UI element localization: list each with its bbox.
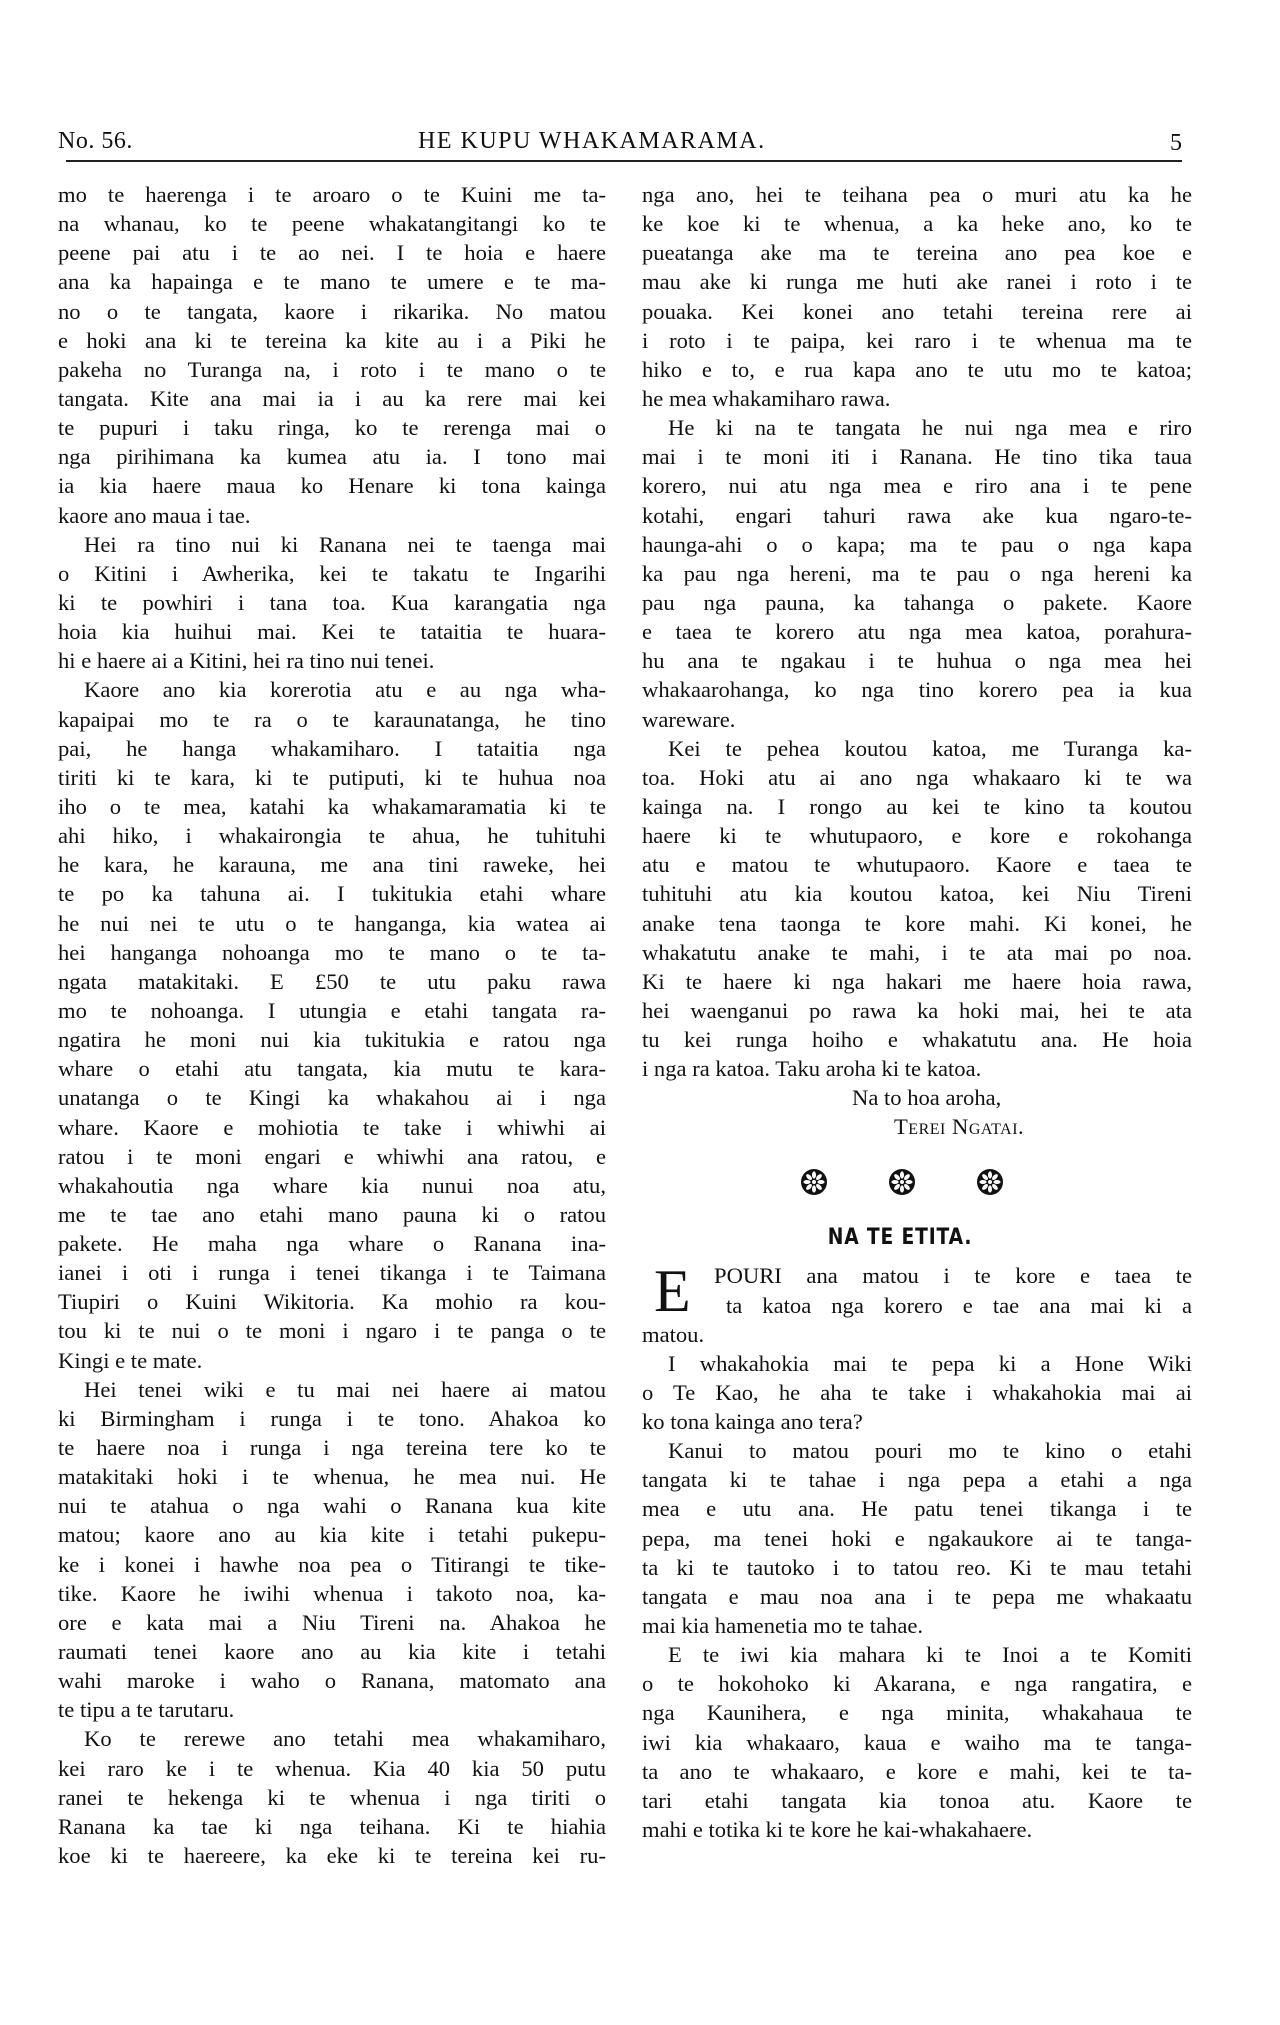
text-line: nga Kaunihera, e nga minita, whakahaua te bbox=[642, 1700, 1192, 1726]
text-line: tu kei runga hoiho e whakatutu ana. He hoia bbox=[642, 1027, 1192, 1053]
text-line: e hoki ana ki te tereina ka kite au i a Piki he bbox=[58, 327, 606, 353]
text-line: he mea whakamiharo rawa. bbox=[642, 385, 891, 411]
editorial-body bbox=[642, 1320, 1192, 1845]
text-line: haunga-ahi o o kapa; ma te pau o nga kapa bbox=[642, 531, 1192, 557]
text-line: ahi hiko, i whakairongia te ahua, he tuhituhi bbox=[58, 823, 606, 849]
text-line: korero, nui atu nga mea e riro ana i te pene bbox=[642, 473, 1192, 499]
text-line: tangata. Kite ana mai ia i au ka rere mai kei bbox=[58, 385, 606, 411]
text-line: iwi kia whakaaro, kaua e waiho ma te tanga- bbox=[642, 1729, 1192, 1755]
text-line: ranei te hekenga ki te whenua i nga tiriti o bbox=[58, 1784, 606, 1810]
running-header bbox=[58, 128, 1182, 164]
flower-ornament-icon bbox=[887, 1167, 917, 1197]
letter-author: Terei Ngatai. bbox=[894, 1114, 1025, 1140]
text-line: mai i te moni iti i Ranana. He tino tika taua bbox=[642, 444, 1192, 470]
text-line: i nga ra katoa. Taku aroha ki te katoa. bbox=[642, 1056, 982, 1082]
text-line: Kanui to matou pouri mo te kino o etahi bbox=[668, 1438, 1192, 1464]
text-line: o Kitini i Awherika, kei te takatu te Ingarihi bbox=[58, 560, 606, 586]
text-line: nui te atahua o nga wahi o Ranana kua kite bbox=[58, 1493, 606, 1519]
text-line: Tiupiri o Kuini Wikitoria. Ka mohio ra kou- bbox=[58, 1289, 606, 1315]
text-line: me te tae ano etahi mano pauna ki o ratou bbox=[58, 1201, 606, 1227]
text-line: i roto i te paipa, kei raro i te whenua ma te bbox=[642, 327, 1192, 353]
text-line: hei waenganui po rawa ka hoki mai, hei te ata bbox=[642, 997, 1192, 1023]
text-line: wareware. bbox=[642, 706, 736, 732]
text-line: tiriti ki te kara, ki te putiputi, ki te huhua noa bbox=[58, 764, 606, 790]
text-line: whakaarohanga, ko nga tino korero pea ia kua bbox=[642, 677, 1192, 703]
text-line: tike. Kaore he iwihi whenua i takoto noa, ka- bbox=[58, 1580, 606, 1606]
text-line: Ranana ka tae ki nga teihana. Ki te hiahia bbox=[58, 1813, 606, 1839]
drop-cap: E bbox=[654, 1258, 691, 1325]
text-line: hiko e to, e rua kapa ano te utu mo te katoa; bbox=[642, 356, 1192, 382]
page-number: 5 bbox=[1170, 130, 1182, 156]
flower-ornament-icon bbox=[975, 1167, 1005, 1197]
text-line: ki te powhiri i tana toa. Kua karangatia nga bbox=[58, 589, 606, 615]
text-line: ngatira he moni nui kia tukitukia e ratou nga bbox=[58, 1027, 606, 1053]
text-line: matou; kaore ano au kia kite i tetahi pukepu- bbox=[58, 1522, 606, 1548]
text-line: ta katoa nga korero e tae ana mai ki a bbox=[726, 1292, 1192, 1318]
text-line: kei raro ke i te whenua. Kia 40 kia 50 putu bbox=[58, 1755, 606, 1781]
text-line: hi e haere ai a Kitini, hei ra tino nui tenei. bbox=[58, 648, 435, 674]
text-line: ore e kata mai a Niu Tireni na. Ahakoa he bbox=[58, 1609, 606, 1635]
text-line: tari etahi tangata kia tonoa atu. Kaore te bbox=[642, 1787, 1192, 1813]
text-line: tuhituhi atu kia koutou katoa, kei Niu Tireni bbox=[642, 881, 1192, 907]
text-line: koe ki te haereere, ka eke ki te tereina kei ru- bbox=[58, 1843, 606, 1869]
text-line: whakahoutia nga whare kia nunui noa atu, bbox=[58, 1172, 606, 1198]
text-line: He ki na te tangata he nui nga mea e riro bbox=[668, 415, 1192, 441]
text-line: ke koe ki te whenua, a ka heke ano, ko te bbox=[642, 211, 1192, 237]
text-line: o te hokohoko ki Akarana, e nga rangatira, e bbox=[642, 1671, 1192, 1697]
text-line: wahi maroke i waho o Ranana, matomato ana bbox=[58, 1668, 606, 1694]
text-line: kaore ano maua i tae. bbox=[58, 502, 251, 528]
text-line: Hei tenei wiki e tu mai nei haere ai matou bbox=[84, 1376, 606, 1402]
text-line: Kingi e te mate. bbox=[58, 1347, 203, 1373]
text-line: tangata ki te tahae i nga pepa a etahi a nga bbox=[642, 1467, 1192, 1493]
text-line: ke i konei i hawhe noa pea o Titirangi te tike- bbox=[58, 1551, 606, 1577]
text-line: tangata e mau noa ana i te pepa me whakaatu bbox=[642, 1583, 1192, 1609]
text-line: te tipu a te tarutaru. bbox=[58, 1697, 235, 1723]
text-line: mahi e totika ki te kore he kai-whakahaere. bbox=[642, 1817, 1033, 1843]
letter-closing: Na to hoa aroha, bbox=[852, 1085, 1002, 1111]
text-line: o Te Kao, he aha te take i whakahokia mai ai bbox=[642, 1379, 1192, 1405]
right-column bbox=[642, 180, 1192, 1844]
text-line: ko tona kainga ano tera? bbox=[642, 1409, 863, 1435]
text-line: mai kia hamenetia mo te tahae. bbox=[642, 1613, 924, 1639]
text-line: whakatutu anake te mahi, i te ata mai po noa. bbox=[642, 939, 1192, 965]
text-line: ia kia haere maua ko Henare ki tona kainga bbox=[58, 473, 606, 499]
text-line: raumati tenei kaore ano au kia kite i tetahi bbox=[58, 1639, 606, 1665]
text-line: whare o etahi atu tangata, kia mutu te kara- bbox=[58, 1056, 606, 1082]
text-line: POURI ana matou i te kore e taea te bbox=[714, 1263, 1192, 1289]
text-line: he nui nei te utu o te hanganga, kia watea ai bbox=[58, 910, 606, 936]
text-line: toa. Hoki atu ai ano nga whakaaro ki te wa bbox=[642, 764, 1192, 790]
text-line: pakeha no Turanga na, i roto i te mano o te bbox=[58, 356, 606, 382]
text-line: pouaka. Kei konei ano tetahi tereina rere ai bbox=[642, 298, 1192, 324]
editorial-opening bbox=[642, 1258, 1192, 1325]
text-line: ratou i te moni engari e whiwhi ana ratou, e bbox=[58, 1143, 606, 1169]
text-line: iho o te mea, katahi ka whakamaramatia ki te bbox=[58, 793, 606, 819]
text-line: nga pirihimana ka kumea atu ia. I tono mai bbox=[58, 444, 606, 470]
text-line: haere ki te whutupaoro, e kore e rokohanga bbox=[642, 823, 1192, 849]
text-line: hu ana te ngakau i te huhua o nga mea hei bbox=[642, 648, 1192, 674]
text-line: pueatanga ake ma te tereina ano pea koe e bbox=[642, 240, 1192, 266]
text-line: I whakahokia mai te pepa ki a Hone Wiki bbox=[668, 1350, 1192, 1376]
text-line: ki Birmingham i runga i te tono. Ahakoa ko bbox=[58, 1405, 606, 1431]
text-line: atu e matou te whutupaoro. Kaore e taea te bbox=[642, 852, 1192, 878]
text-line: te po ka tahuna ai. I tukitukia etahi whare bbox=[58, 881, 606, 907]
text-line: nga ano, hei te teihana pea o muri atu ka he bbox=[642, 182, 1192, 207]
text-line: pau nga pauna, ka tahanga o pakete. Kaore bbox=[642, 589, 1192, 615]
letter-continuation bbox=[642, 180, 1192, 1083]
header-rule bbox=[66, 160, 1182, 162]
text-line: matou. bbox=[642, 1321, 705, 1347]
text-line: whare. Kaore e mohiotia te take i whiwhi ai bbox=[58, 1114, 606, 1140]
text-line: E te iwi kia mahara ki te Inoi a te Komiti bbox=[668, 1642, 1192, 1668]
text-line: e taea te korero atu nga mea katoa, porahura- bbox=[642, 619, 1192, 645]
text-line: mau ake ki runga me huti ake ranei i roto i te bbox=[642, 269, 1192, 295]
text-line: ka pau nga hereni, ma te pau o nga hereni ka bbox=[642, 560, 1192, 586]
text-line: te pupuri i taku ringa, ko te rerenga mai o bbox=[58, 415, 606, 441]
text-line: ngata matakitaki. E £50 te utu paku rawa bbox=[58, 968, 606, 994]
text-line: anake tena taonga te kore mahi. Ki konei, he bbox=[642, 910, 1192, 936]
text-line: mea e utu ana. He patu tenei tikanga i te bbox=[642, 1496, 1192, 1522]
text-line: Kaore ano kia korerotia atu e au nga wha- bbox=[84, 677, 606, 703]
text-line: kotahi, engari tahuri rawa ake kua ngaro-te- bbox=[642, 502, 1192, 528]
text-line: pakete. He maha nga whare o Ranana ina- bbox=[58, 1231, 606, 1257]
section-heading: NA TE ETITA. bbox=[827, 1225, 973, 1251]
text-line: ta ano te whakaaro, e kore e mahi, kei te ta- bbox=[642, 1758, 1192, 1784]
text-line: Hei ra tino nui ki Ranana nei te taenga mai bbox=[84, 531, 606, 557]
text-line: he kara, he karauna, me ana tini raweke, hei bbox=[58, 852, 606, 878]
ornament-divider bbox=[642, 1149, 1192, 1215]
text-line: tou ki te nui o te moni i ngaro i te panga o te bbox=[58, 1318, 606, 1344]
text-line: Ki te haere ki nga hakari me haere hoia rawa, bbox=[642, 968, 1192, 994]
text-line: na whanau, ko te peene whakatangitangi ko te bbox=[58, 211, 606, 237]
text-line: unatanga o te Kingi ka whakahou ai i nga bbox=[58, 1085, 606, 1111]
text-line: Ko te rerewe ano tetahi mea whakamiharo, bbox=[84, 1726, 606, 1752]
text-line: pepa, ma tenei hoki e ngakaukore ai te tanga- bbox=[642, 1525, 1192, 1551]
text-line: matakitaki hoki i te whenua, he mea nui. He bbox=[58, 1464, 606, 1490]
text-line: ianei i oti i runga i tenei tikanga i te Taimana bbox=[58, 1260, 606, 1286]
text-line: kainga na. I rongo au kei te kino ta koutou bbox=[642, 793, 1192, 819]
text-line: peene pai atu i te ao nei. I te hoia e haere bbox=[58, 240, 606, 266]
left-column bbox=[58, 180, 606, 1870]
text-line: ta ki te tautoko i to tatou reo. Ki te mau tetahi bbox=[642, 1554, 1192, 1580]
text-line: hoia kia huihui mai. Kei te tataitia te huara- bbox=[58, 619, 606, 645]
text-line: hei hanganga nohoanga mo te mano o te ta- bbox=[58, 939, 606, 965]
page-title: HE KUPU WHAKAMARAMA. bbox=[418, 128, 766, 154]
text-line: mo te nohoanga. I utungia e etahi tangata ra- bbox=[58, 997, 606, 1023]
text-line: te haere noa i runga i nga tereina tere ko te bbox=[58, 1435, 606, 1461]
text-line: pai, he hanga whakamiharo. I tataitia nga bbox=[58, 735, 606, 761]
text-line: no o te tangata, kaore i rikarika. No matou bbox=[58, 298, 606, 324]
text-line: Kei te pehea koutou katoa, me Turanga ka- bbox=[668, 735, 1192, 761]
text-line: kapaipai mo te ra o te karaunatanga, he tino bbox=[58, 706, 606, 732]
text-line: ana ka hapainga e te mano te umere e te ma- bbox=[58, 269, 606, 295]
issue-number: No. 56. bbox=[58, 128, 133, 154]
text-line: mo te haerenga i te aroaro o te Kuini me ta- bbox=[58, 182, 606, 207]
flower-ornament-icon bbox=[799, 1167, 829, 1197]
